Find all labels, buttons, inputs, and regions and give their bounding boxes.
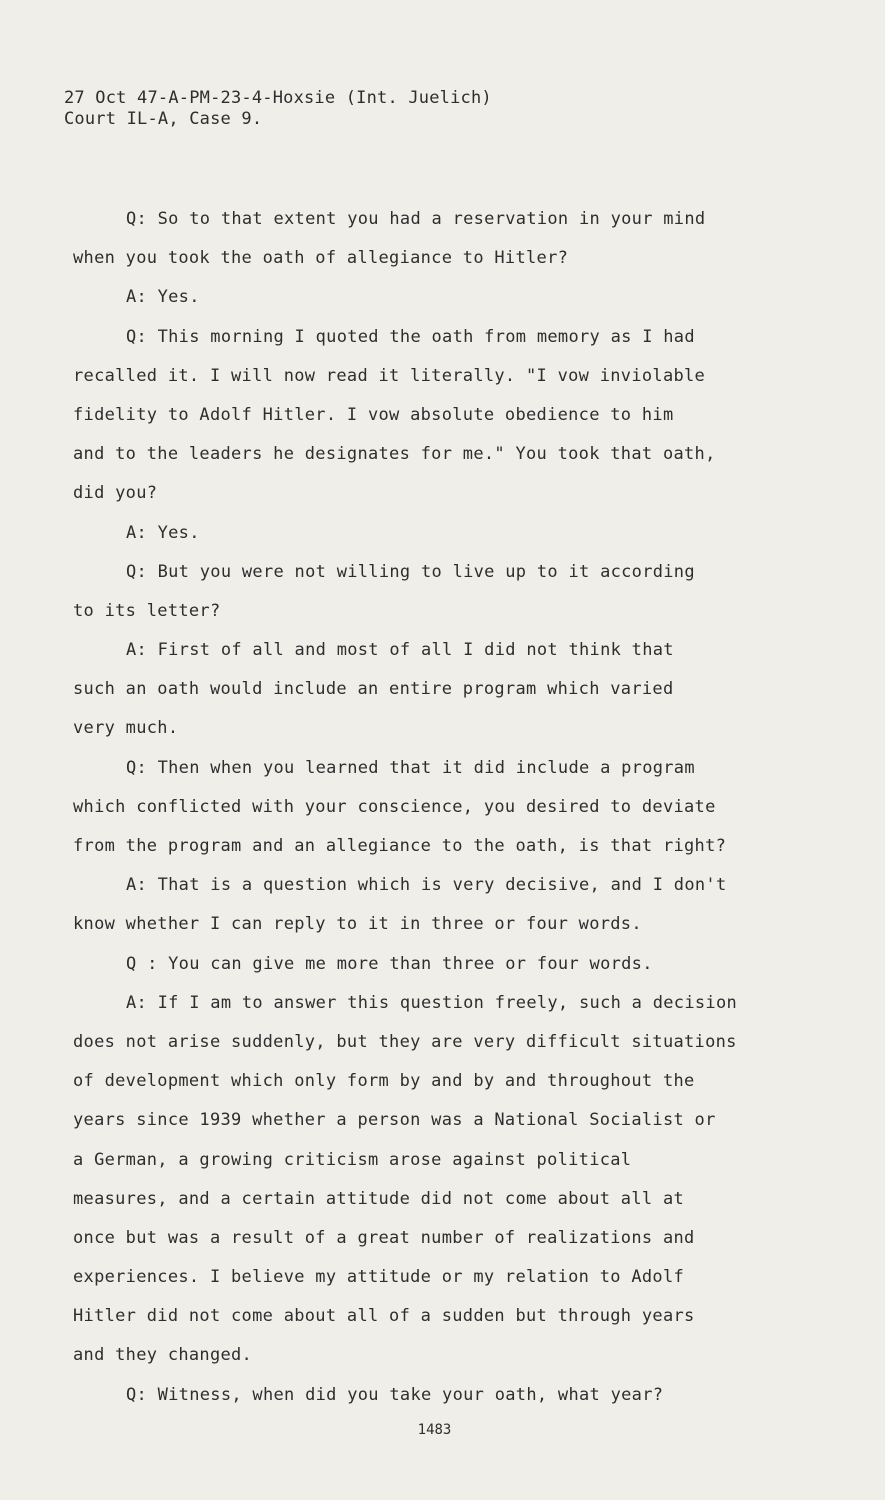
transcript-line: and they changed.	[73, 1345, 253, 1366]
transcript-line: very much.	[73, 718, 179, 739]
transcript-line: such an oath would include an entire program which varied	[73, 679, 674, 700]
transcript-line: A: If I am to answer this question freely, such a decision	[126, 992, 738, 1013]
transcript-body	[73, 200, 833, 1415]
transcript-line: A: That is a question which is very decisive, and I don't	[126, 875, 727, 896]
transcript-line: measures, and a certain attitude did not come about all at	[73, 1188, 685, 1209]
transcript-line: Q : You can give me more than three or four words.	[126, 953, 653, 974]
transcript-line: Q: Then when you learned that it did include a program	[126, 757, 695, 778]
transcript-line: A: Yes.	[126, 287, 200, 308]
transcript-line: and to the leaders he designates for me." You took that oath,	[73, 444, 716, 465]
transcript-line: once but was a result of a great number of realizations and	[73, 1227, 695, 1248]
transcript-line: of development which only form by and by and throughout the	[73, 1071, 695, 1092]
transcript-line: recalled it. I will now read it literally. "I vow inviolable	[73, 365, 706, 386]
transcript-line: A: First of all and most of all I did not think that	[126, 640, 674, 661]
transcript-line: Q: This morning I quoted the oath from memory as I had	[126, 326, 695, 347]
transcript-line: fidelity to Adolf Hitler. I vow absolute obedience to him	[73, 404, 674, 425]
transcript-line: Hitler did not come about all of a sudden but through years	[73, 1306, 695, 1327]
page-footer	[0, 1422, 885, 1438]
transcript-line: experiences. I believe my attitude or my relation to Adolf	[73, 1267, 685, 1288]
header-session-line: 27 Oct 47-A-PM-23-4-Hoxsie (Int. Juelich)	[64, 88, 492, 108]
transcript-line: Q: Witness, when did you take your oath, what year?	[126, 1384, 664, 1405]
transcript-line: Q: So to that extent you had a reservation in your mind	[126, 209, 706, 229]
transcript-line: when you took the oath of allegiance to Hitler?	[73, 248, 569, 269]
transcript-line: know whether I can reply to it in three or four words.	[73, 914, 642, 935]
transcript-line: which conflicted with your conscience, you desired to deviate	[73, 796, 716, 817]
transcript-line: years since 1939 whether a person was a National Socialist or	[73, 1110, 716, 1131]
page-number: 1483	[417, 1422, 452, 1438]
transcript-line: from the program and an allegiance to the oath, is that right?	[73, 836, 727, 856]
transcript-line: a German, a growing criticism arose against political	[73, 1149, 632, 1170]
transcript-line: does not arise suddenly, but they are very difficult situations	[73, 1031, 737, 1052]
transcript-line: to its letter?	[73, 600, 221, 621]
document-header	[64, 88, 492, 130]
transcript-line: did you?	[73, 483, 158, 504]
transcript-line: Q: But you were not willing to live up to it according	[126, 561, 695, 582]
transcript-line: A: Yes.	[126, 522, 200, 543]
header-court-line: Court IL-A, Case 9.	[64, 109, 263, 129]
